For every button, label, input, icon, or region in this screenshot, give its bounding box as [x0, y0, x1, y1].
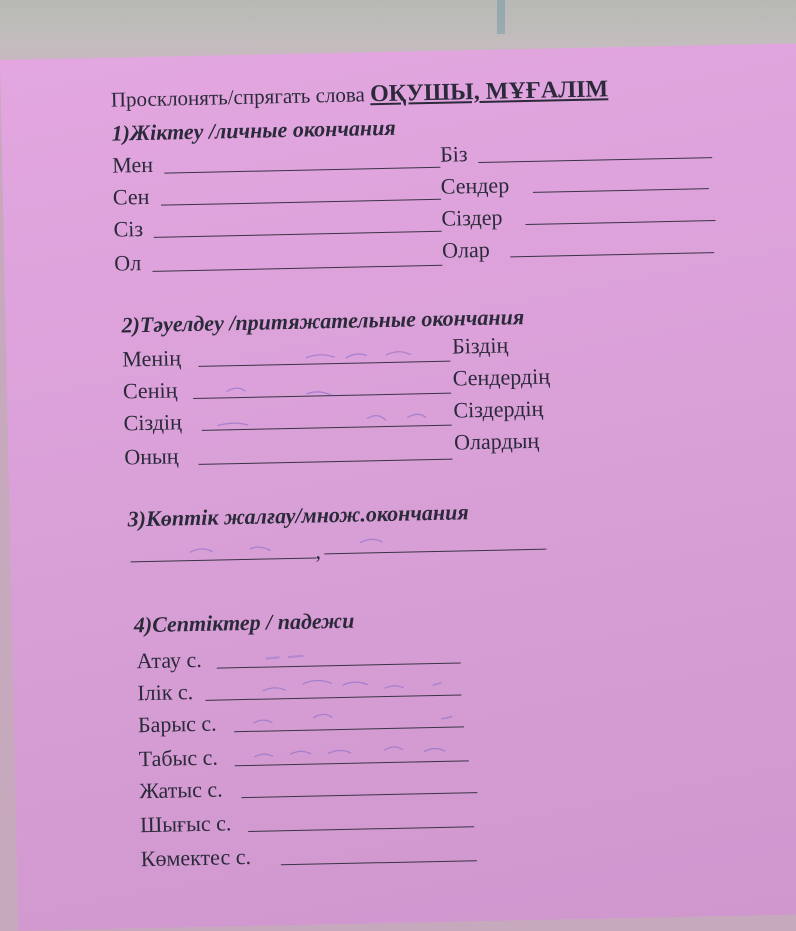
pronoun-label: Сіздер [441, 204, 503, 231]
pronoun-label: Сенің [122, 377, 178, 404]
pronoun-label: Сен [112, 183, 150, 210]
pronoun-label: Олар [441, 236, 490, 263]
answer-line[interactable] [202, 425, 452, 431]
case-label: Барыс с. [137, 710, 217, 738]
answer-line[interactable] [198, 361, 450, 367]
pronoun-label: Менің [122, 345, 182, 372]
answer-line[interactable] [164, 167, 440, 174]
answer-line[interactable] [205, 694, 461, 700]
answer-line[interactable] [161, 199, 441, 206]
paper-tab [497, 0, 505, 34]
pronoun-label: Біз [439, 141, 468, 167]
separator-comma: , [315, 538, 322, 564]
pronoun-label: Сіз [113, 216, 144, 242]
answer-line[interactable] [281, 860, 477, 865]
case-label: Атау с. [136, 646, 202, 674]
answer-line[interactable] [533, 188, 709, 193]
answer-line[interactable] [131, 557, 317, 562]
section3-heading: 3)Көптік жалғау/множ.окончания [127, 499, 469, 532]
pronoun-label: Сендер [440, 172, 510, 199]
title-prefix: Просклонять/спрягать слова [110, 82, 366, 112]
answer-line[interactable] [152, 265, 442, 272]
section1-heading: 1)Жіктеу /личные окончания [111, 114, 396, 146]
case-label: Ілік с. [137, 679, 194, 706]
worksheet-page [0, 43, 796, 930]
answer-line[interactable] [324, 549, 546, 555]
pronoun-label: Мен [111, 151, 154, 178]
answer-line[interactable] [248, 826, 474, 832]
answer-line[interactable] [154, 231, 442, 238]
case-label: Жатыс с. [139, 776, 223, 804]
worksheet-title [111, 77, 609, 111]
pronoun-label: Сендердің [452, 363, 551, 391]
pronoun-label: Оның [124, 443, 179, 470]
pronoun-label: Сіздің [123, 409, 183, 436]
section2-heading: 2)Тәуелдеу /притяжательные окончания [121, 304, 525, 338]
section4-heading: 4)Септіктер / падежи [133, 607, 355, 638]
case-label: Табыс с. [138, 744, 219, 772]
answer-line[interactable] [241, 792, 477, 798]
pronoun-label: Сіздердің [453, 395, 544, 423]
answer-line[interactable] [510, 252, 714, 257]
answer-line[interactable] [478, 157, 712, 163]
answer-line[interactable] [217, 662, 461, 668]
answer-line[interactable] [199, 459, 453, 465]
pronoun-label: Біздің [451, 332, 509, 359]
case-label: Көмектес с. [140, 843, 252, 872]
pronoun-label: Олардың [453, 427, 540, 455]
answer-line[interactable] [193, 393, 451, 399]
pronoun-label: Ол [114, 250, 142, 276]
answer-line[interactable] [234, 726, 464, 732]
case-label: Шығыс с. [139, 810, 232, 838]
title-words: ОҚУШЫ, МҰҒАЛІМ [369, 76, 609, 108]
answer-line[interactable] [526, 220, 716, 225]
answer-line[interactable] [235, 760, 469, 766]
